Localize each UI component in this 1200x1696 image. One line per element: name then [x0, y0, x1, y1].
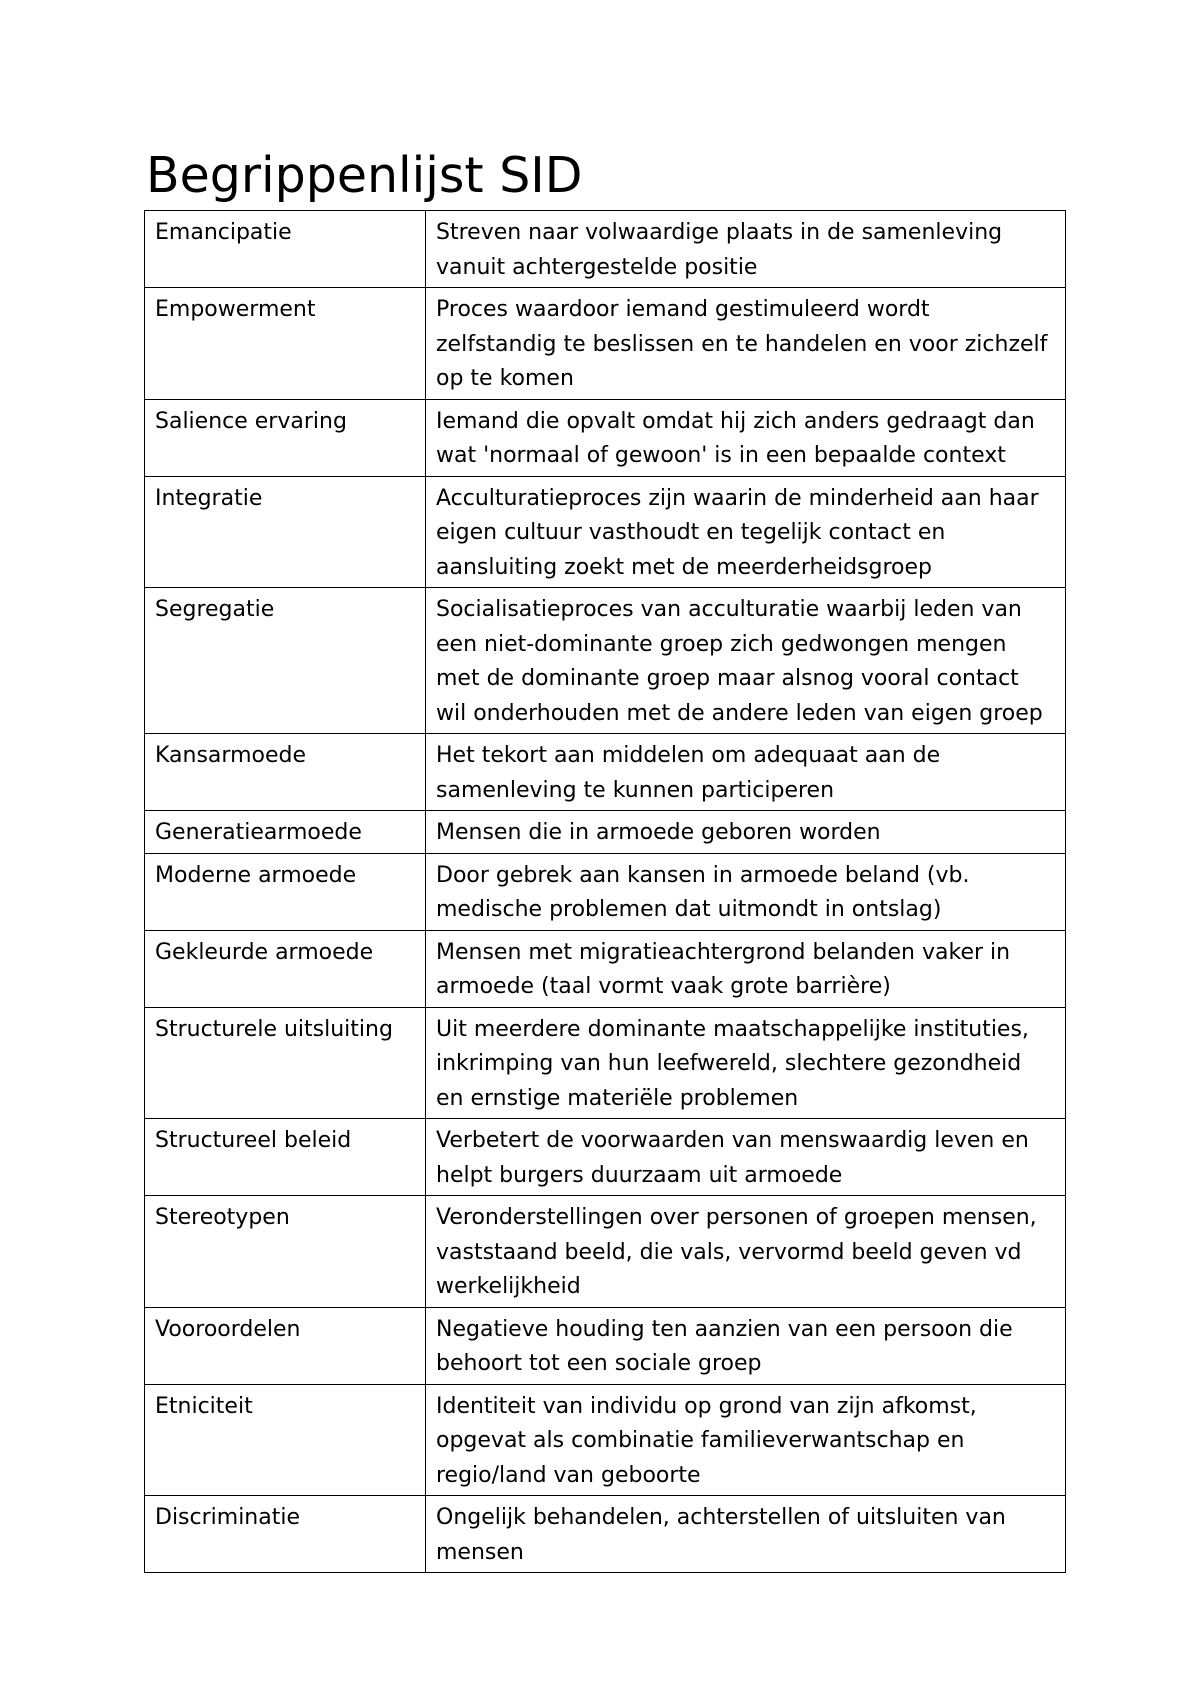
term-cell: Gekleurde armoede	[145, 930, 426, 1007]
definition-cell: Verbetert de voorwaarden van menswaardig leven en helpt burgers duurzaam uit armoede	[426, 1119, 1066, 1196]
table-row	[145, 399, 1066, 476]
term-cell: Generatiearmoede	[145, 811, 426, 854]
table-row	[145, 1496, 1066, 1573]
table-row	[145, 211, 1066, 288]
table-row	[145, 930, 1066, 1007]
document-title: Begrippenlijst SID	[146, 147, 583, 204]
term-cell: Structurele uitsluiting	[145, 1007, 426, 1119]
definition-cell: Iemand die opvalt omdat hij zich anders gedraagt dan wat 'normaal of gewoon' is in een bepaalde context	[426, 399, 1066, 476]
term-cell: Structureel beleid	[145, 1119, 426, 1196]
definition-cell: Veronderstellingen over personen of groepen mensen, vaststaand beeld, die vals, vervormd beeld geven vd werkelijkheid	[426, 1196, 1066, 1308]
definition-cell: Socialisatieproces van acculturatie waarbij leden van een niet-dominante groep zich gedwongen mengen met de dominante groep maar alsnog vooral contact wil onderhouden met de andere leden van eigen groep	[426, 588, 1066, 734]
definition-cell: Streven naar volwaardige plaats in de samenleving vanuit achtergestelde positie	[426, 211, 1066, 288]
definition-cell: Negatieve houding ten aanzien van een persoon die behoort tot een sociale groep	[426, 1307, 1066, 1384]
table-row	[145, 588, 1066, 734]
table-row	[145, 1307, 1066, 1384]
term-cell: Etniciteit	[145, 1384, 426, 1496]
definition-cell: Ongelijk behandelen, achterstellen of uitsluiten van mensen	[426, 1496, 1066, 1573]
term-cell: Salience ervaring	[145, 399, 426, 476]
definition-cell: Door gebrek aan kansen in armoede beland (vb. medische problemen dat uitmondt in ontslag)	[426, 853, 1066, 930]
term-cell: Empowerment	[145, 288, 426, 400]
definition-cell: Proces waardoor iemand gestimuleerd wordt zelfstandig te beslissen en te handelen en voor zichzelf op te komen	[426, 288, 1066, 400]
definition-cell: Mensen die in armoede geboren worden	[426, 811, 1066, 854]
term-cell: Segregatie	[145, 588, 426, 734]
table-row	[145, 853, 1066, 930]
term-cell: Kansarmoede	[145, 734, 426, 811]
table-row	[145, 1384, 1066, 1496]
term-cell: Integratie	[145, 476, 426, 588]
term-cell: Vooroordelen	[145, 1307, 426, 1384]
term-cell: Discriminatie	[145, 1496, 426, 1573]
definition-cell: Uit meerdere dominante maatschappelijke instituties, inkrimping van hun leefwereld, slechtere gezondheid en ernstige materiële problemen	[426, 1007, 1066, 1119]
term-cell: Emancipatie	[145, 211, 426, 288]
table-row	[145, 1007, 1066, 1119]
definition-cell: Acculturatieproces zijn waarin de minderheid aan haar eigen cultuur vasthoudt en tegelijk contact en aansluiting zoekt met de meerderheidsgroep	[426, 476, 1066, 588]
term-cell: Stereotypen	[145, 1196, 426, 1308]
definition-cell: Mensen met migratieachtergrond belanden vaker in armoede (taal vormt vaak grote barrière)	[426, 930, 1066, 1007]
table-row	[145, 476, 1066, 588]
table-row	[145, 811, 1066, 854]
table-row	[145, 288, 1066, 400]
term-cell: Moderne armoede	[145, 853, 426, 930]
definition-cell: Het tekort aan middelen om adequaat aan de samenleving te kunnen participeren	[426, 734, 1066, 811]
table-row	[145, 1196, 1066, 1308]
glossary-table	[144, 210, 1066, 1573]
definition-cell: Identiteit van individu op grond van zijn afkomst, opgevat als combinatie familieverwantschap en regio/land van geboorte	[426, 1384, 1066, 1496]
table-row	[145, 734, 1066, 811]
table-row	[145, 1119, 1066, 1196]
